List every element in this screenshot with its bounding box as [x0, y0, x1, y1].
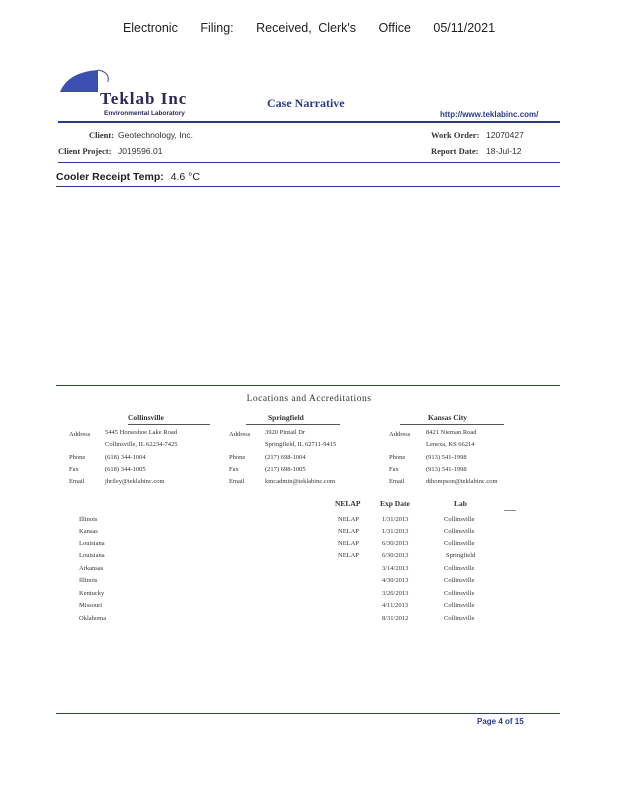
table-cell-exp: 3/14/2013: [382, 565, 409, 572]
email-label: Email: [389, 478, 405, 485]
table-cell-state: Louisiana: [79, 552, 105, 559]
table-cell-lab: Collinsville: [444, 590, 475, 597]
office-address2: Springfield, IL 62711-9415: [265, 441, 337, 448]
office-name-springfield: Springfield: [268, 413, 304, 422]
table-cell-exp: 6/30/2013: [382, 552, 409, 559]
page-title: Case Narrative: [267, 96, 345, 110]
col-header-exp-date: Exp Date: [380, 499, 410, 508]
table-cell-exp: 1/31/2013: [382, 528, 409, 535]
cooler-value: 4.6 °C: [170, 171, 200, 183]
cooler-label: Cooler Receipt Temp:: [56, 171, 164, 183]
office-underline: [400, 424, 504, 425]
logo-subtitle: Environmental Laboratory: [104, 110, 185, 117]
office-email[interactable]: jhriley@teklabinc.com: [105, 478, 165, 485]
email-label: Email: [69, 478, 85, 485]
table-cell-lab: Collinsville: [444, 516, 475, 523]
office-name-collinsville: Collinsville: [128, 413, 164, 422]
filing-stamp: [0, 21, 618, 35]
office-name-kansas-city: Kansas City: [428, 413, 467, 422]
office-address2: Collinsville, IL 62234-7425: [105, 441, 178, 448]
table-cell-exp: 3/26/2013: [382, 590, 409, 597]
filing-word: Filing:: [200, 21, 234, 35]
table-cell-exp: 6/30/2013: [382, 540, 409, 547]
table-cell-state: Kentucky: [79, 590, 105, 597]
website-link[interactable]: http://www.teklabinc.com/: [440, 110, 539, 119]
received-label: Received, Clerk's: [256, 21, 357, 35]
table-cell-lab: Springfield: [446, 552, 476, 559]
fax-label: Fax: [69, 466, 79, 473]
office-address2: Lenexa, KS 66214: [426, 441, 475, 448]
table-cell-nelap: NELAP: [338, 552, 359, 559]
office-email[interactable]: dthompson@teklabinc.com: [426, 478, 498, 485]
office-address1: 5445 Horseshoe Lake Road: [105, 429, 178, 436]
col-header-lab: Lab: [454, 499, 467, 508]
project-value: J019596.01: [118, 146, 163, 156]
phone-label: Phone: [389, 454, 406, 461]
table-cell-exp: 4/11/2013: [382, 602, 409, 609]
fax-label: Fax: [229, 466, 239, 473]
email-label: Email: [229, 478, 245, 485]
office-address1: 3920 Pintail Dr: [265, 429, 306, 436]
table-cell-lab: Collinsville: [444, 615, 475, 622]
work-order-label: Work Order:: [431, 130, 480, 140]
table-cell-exp: 1/31/2013: [382, 516, 409, 523]
col-header-nelap: NELAP: [335, 499, 361, 508]
locations-title: Locations and Accreditations: [246, 394, 372, 404]
office-email[interactable]: kmcadmin@teklabinc.com: [265, 478, 336, 485]
logo-text: Teklab Inc: [100, 89, 188, 108]
filing-label: Electronic: [122, 21, 178, 35]
office-fax: (217) 698-1005: [265, 466, 306, 473]
office-label: Office: [378, 21, 411, 35]
table-cell-state: Illinois: [79, 516, 98, 523]
work-order-value: 12070427: [486, 130, 524, 140]
office-address1: 8421 Nieman Road: [426, 429, 477, 436]
report-date-value: 18-Jul-12: [486, 146, 522, 156]
table-cell-state: Kansas: [79, 528, 98, 535]
footer-rule: [56, 713, 560, 714]
cooler-rule: [56, 186, 560, 187]
address-label: Address: [229, 431, 251, 438]
table-cell-state: Oklahoma: [79, 615, 107, 622]
office-fax: (618) 344-1005: [105, 466, 146, 473]
fax-label: Fax: [389, 466, 399, 473]
report-date-label: Report Date:: [431, 146, 479, 156]
client-value: Geotechnology, Inc.: [118, 130, 193, 140]
phone-label: Phone: [229, 454, 246, 461]
office-fax: (913) 541-1998: [426, 466, 467, 473]
info-rule: [58, 162, 560, 163]
locations-rule: [56, 385, 560, 386]
phone-label: Phone: [69, 454, 86, 461]
table-cell-lab: Collinsville: [444, 528, 475, 535]
project-label: Client Project:: [58, 146, 112, 156]
table-cell-state: Louisiana: [79, 540, 105, 547]
table-cell-exp: 4/30/2013: [382, 577, 409, 584]
office-underline: [246, 424, 340, 425]
table-cell-lab: Collinsville: [444, 602, 475, 609]
filing-date: 05/11/2021: [433, 21, 496, 35]
office-underline: [128, 424, 210, 425]
page-number: Page 4 of 15: [477, 717, 524, 726]
office-phone: (913) 541-1998: [426, 454, 467, 461]
table-cell-nelap: NELAP: [338, 516, 359, 523]
office-phone: (217) 698-1004: [265, 454, 306, 461]
table-cell-nelap: NELAP: [338, 528, 359, 535]
table-cell-nelap: NELAP: [338, 540, 359, 547]
cooler-temp: [56, 171, 200, 183]
table-cell-lab: Collinsville: [444, 577, 475, 584]
office-phone: (618) 344-1004: [105, 454, 146, 461]
table-cell-lab: Collinsville: [444, 565, 475, 572]
table-cell-exp: 8/31/2012: [382, 615, 409, 622]
table-cell-lab: Collinsville: [444, 540, 475, 547]
address-label: Address: [389, 431, 411, 438]
address-label: Address: [69, 431, 91, 438]
table-cell-state: Missouri: [79, 602, 103, 609]
table-cell-state: Illinois: [79, 577, 98, 584]
header-rule: [58, 121, 560, 123]
table-cell-state: Arkansas: [79, 565, 104, 572]
header-dash: [504, 510, 516, 511]
client-label: Client:: [89, 130, 115, 140]
